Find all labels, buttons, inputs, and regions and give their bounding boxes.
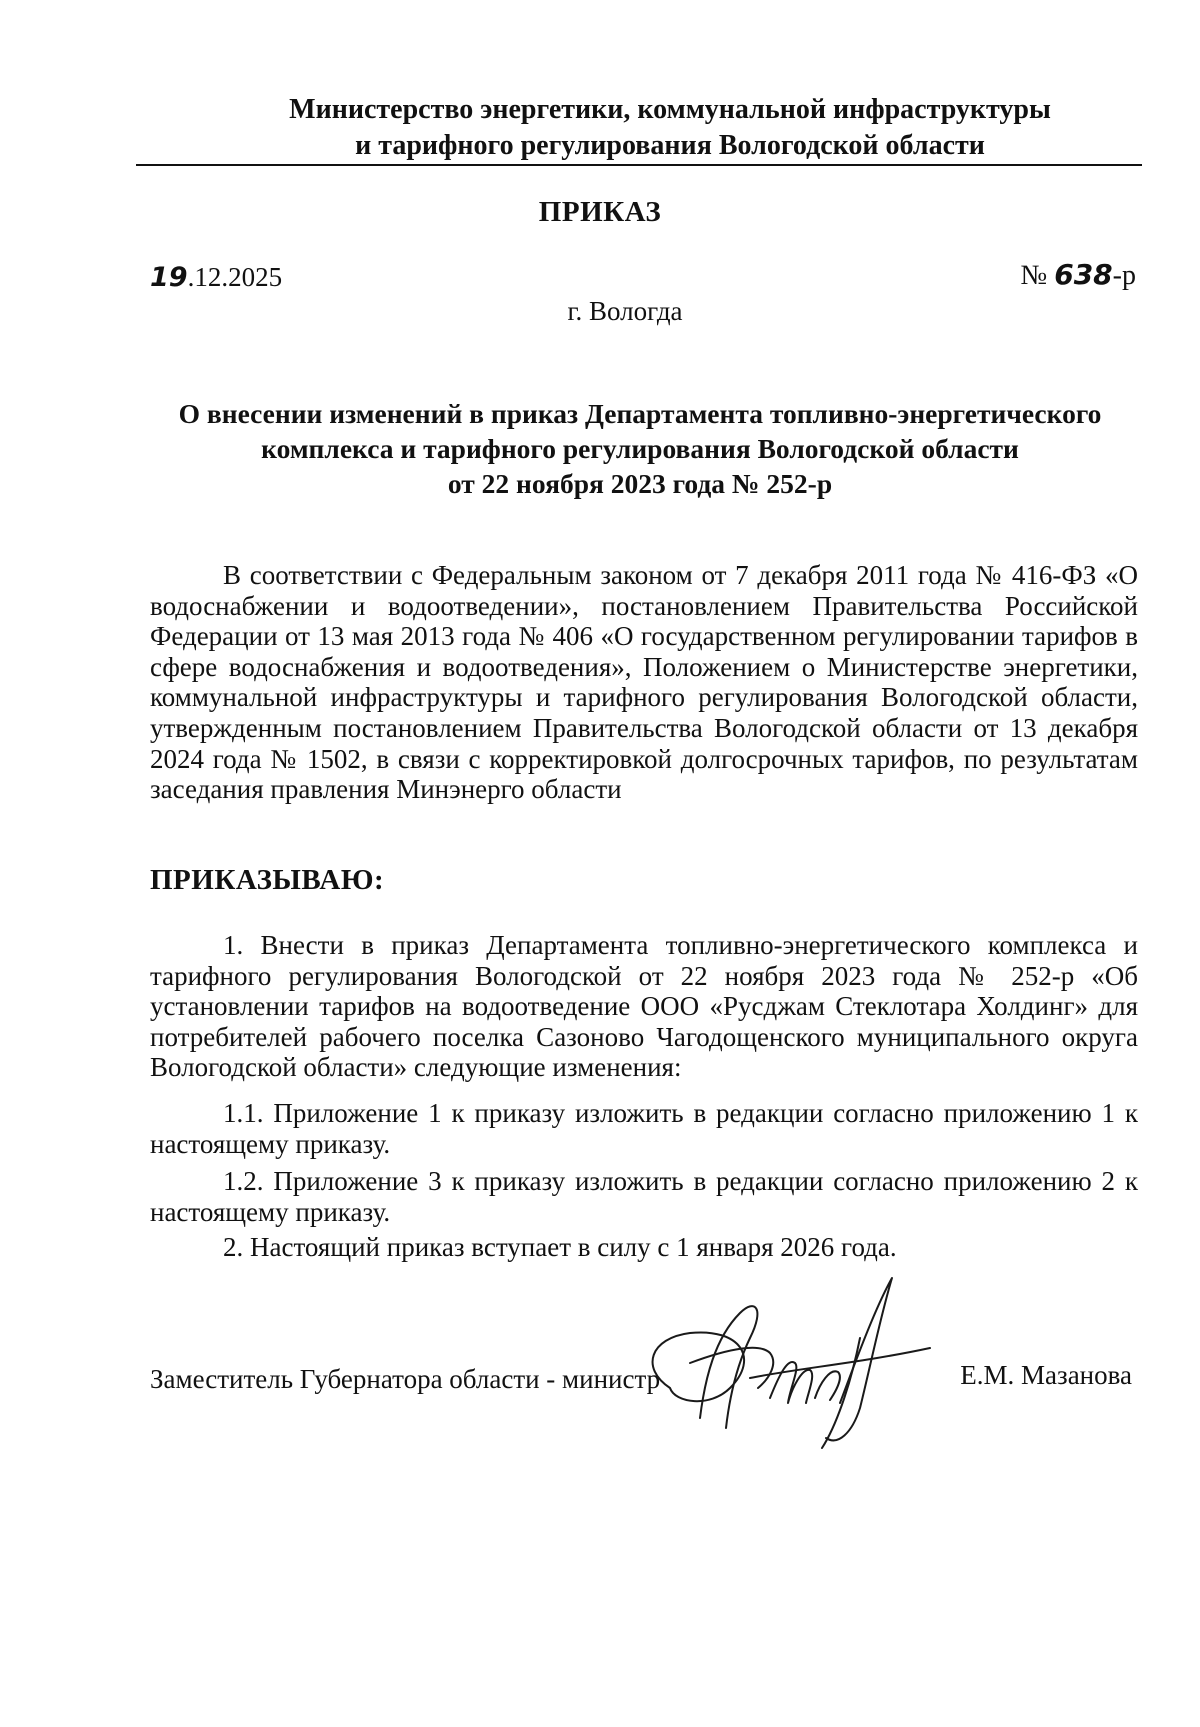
document-title-line3: от 22 ноября 2023 года № 252-р	[447, 468, 833, 499]
document-title-line2: комплекса и тарифного регулирования Вологодской области	[261, 433, 1019, 464]
handwritten-signature	[630, 1268, 960, 1458]
item-1-1-paragraph: 1.1. Приложение 1 к приказу изложить в редакции согласно приложению 1 к настоящему приказу.	[150, 1098, 1138, 1159]
intro-paragraph: В соответствии с Федеральным законом от 7 декабря 2011 года № 416-ФЗ «О водоснабжении и водоотведении», постановлением Правительства Российской Федерации от 13 мая 2013 года № 406 «О государственном регулировании тарифов в сфере водоснабжения и водоотведения», Положением о Министерстве энергетики, коммунальной инфраструктуры и тарифного регулирования Вологодской области, утвержденным постановлением Правительства Вологодской области от 13 декабря 2024 года № 1502, в связи с корректировкой долгосрочных тарифов, по результатам заседания правления Минэнерго области	[150, 560, 1138, 805]
signatory-name: Е.М. Мазанова	[960, 1360, 1132, 1390]
document-type: ПРИКАЗ	[538, 196, 662, 228]
number-suffix: -р	[1112, 260, 1136, 291]
item-2-paragraph: 2. Настоящий приказ вступает в силу с 1 января 2026 года.	[223, 1232, 897, 1262]
document-number	[1021, 258, 1137, 292]
city: г. Вологда	[567, 296, 683, 326]
ministry-name-line2: и тарифного регулирования Вологодской области	[355, 130, 985, 161]
document-date	[150, 262, 282, 293]
order-word: ПРИКАЗЫВАЮ:	[150, 864, 385, 896]
date-rest: .12.2025	[187, 262, 283, 292]
ministry-name-line1: Министерство энергетики, коммунальной инфраструктуры	[289, 94, 1051, 125]
signatory-position: Заместитель Губернатора области - министр	[150, 1364, 661, 1394]
date-day-handwritten: 19	[150, 262, 188, 293]
number-handwritten: 638	[1054, 258, 1113, 291]
item-1-paragraph: 1. Внести в приказ Департамента топливно-энергетического комплекса и тарифного регулирования Вологодской от 22 ноября 2023 года № 252-р «Об установлении тарифов на водоотведение ООО «Русджам Стеклотара Холдинг» для потребителей рабочего поселка Сазоново Чагодощенского муниципального округа Вологодской области» следующие изменения:	[150, 930, 1138, 1083]
number-prefix: №	[1020, 260, 1055, 291]
document-title-line1: О внесении изменений в приказ Департамента топливно-энергетического	[178, 398, 1102, 429]
item-1-2-paragraph: 1.2. Приложение 3 к приказу изложить в редакции согласно приложению 2 к настоящему приказу.	[150, 1166, 1138, 1227]
header-rule	[136, 164, 1142, 166]
